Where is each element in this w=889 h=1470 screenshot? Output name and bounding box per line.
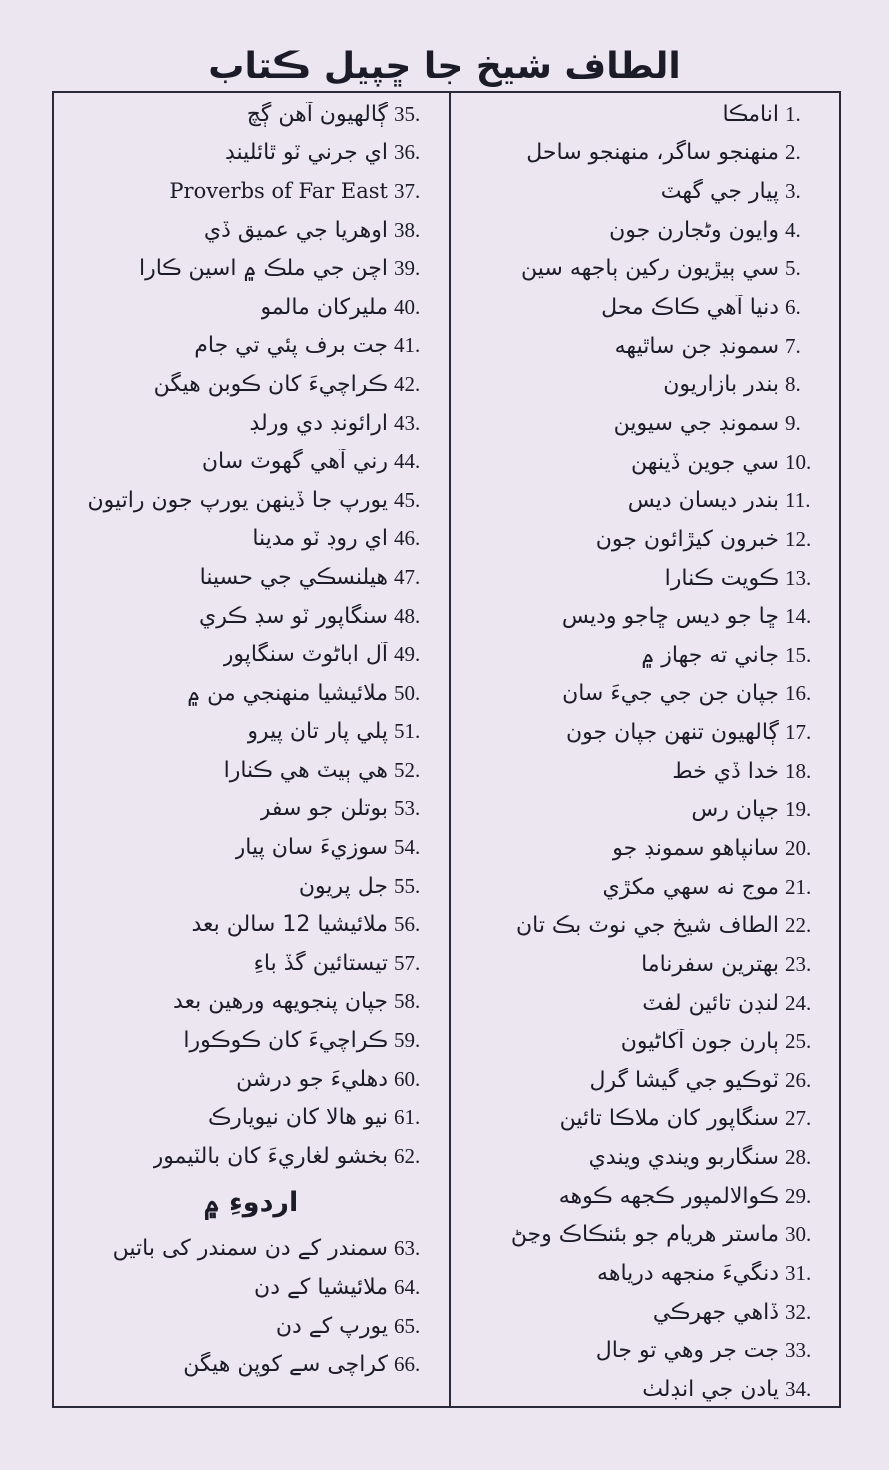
list-item [60,674,442,713]
item-number: 58. [394,989,421,1014]
item-number: 6. [785,295,801,320]
book-title: ڇا جو ديس ڇاجو وديس [561,604,779,630]
item-number: 64. [394,1275,421,1300]
book-title: هي ٻيٽ هي ڪنارا [223,757,388,783]
item-number: 30. [785,1222,812,1247]
book-title: تيستائين گڏ باءِ [253,950,388,976]
book-title: دهليءَ جو درشن [236,1066,388,1092]
book-title: سمونڊ جن ساٿيهه [614,333,779,359]
item-number: 17. [785,720,812,745]
book-title: دنگيءَ منجهه درياهه [597,1261,779,1287]
book-title: خدا ڏي خط [672,758,779,784]
list-item [60,249,442,288]
book-title: مليرکان مالمو [260,294,388,320]
book-title: پيار جي گهٽ [660,179,779,205]
list-item [60,1268,442,1307]
item-number: 32. [785,1299,812,1324]
book-title: ٻارن جون آکاڻيون [620,1029,779,1055]
list-item [458,1254,833,1293]
list-item [458,1100,833,1139]
list-item [458,597,833,636]
item-number: 60. [394,1066,421,1091]
list-item [458,559,833,598]
list-item [458,1061,833,1100]
item-number: 7. [785,333,801,358]
urdu-section-heading: اردوءِ ۾ [203,1187,299,1219]
book-title: پلي پار تان پيرو [247,719,388,745]
item-number: 10. [785,449,812,474]
page-title: الطاف شيخ جا ڇپيل ڪتاب [208,46,681,87]
book-title: سوزيءَ سان پيار [234,835,388,861]
item-number: 61. [394,1105,421,1130]
list-item [458,95,833,134]
list-item [60,713,442,752]
list-item [60,1345,442,1384]
item-number: 49. [394,642,421,667]
list-item [60,1098,442,1137]
item-number: 35. [394,101,421,126]
list-item [60,172,442,211]
item-number: 62. [394,1143,421,1168]
item-number: 63. [394,1236,421,1261]
item-number: 54. [394,835,421,860]
book-title: اي روڊ ٽو مدينا [252,526,388,552]
list-item [458,675,833,714]
item-number: 53. [394,796,421,821]
list-item [458,1177,833,1216]
list-item [458,1022,833,1061]
item-number: 2. [785,140,801,165]
book-title: سنگاپور کان ملاڪا تائين [559,1106,779,1132]
list-item [60,905,442,944]
list-item [60,944,442,983]
book-title: ڪراچيءَ کان ڪوڪورا [183,1028,388,1054]
item-number: 21. [785,874,812,899]
right-column [458,95,833,1409]
item-number: 42. [394,371,421,396]
list-item [458,1216,833,1255]
item-number: 4. [785,217,801,242]
book-title: ڏاهي جهرڪي [652,1299,779,1325]
list-item [60,1307,442,1346]
list-item [60,1021,442,1060]
item-number: 66. [394,1352,421,1377]
item-number: 40. [394,294,421,319]
item-number: 24. [785,990,812,1015]
list-item [60,520,442,559]
item-number: 28. [785,1145,812,1170]
item-number: 36. [394,140,421,165]
list-item [60,1060,442,1099]
book-title: يورپ جا ڏينهن يورپ جون راتيون [87,487,388,513]
item-number: 26. [785,1067,812,1092]
book-title: سي جوين ڏينهن [630,449,779,475]
list-item [458,1138,833,1177]
book-title: الطاف شيخ جي نوٽ بڪ تان [515,913,779,939]
list-item [458,1332,833,1371]
item-number: 11. [785,488,811,513]
list-item [60,1137,442,1176]
book-title: خبرون کيڙائون جون [595,526,779,552]
list-item [458,443,833,482]
item-number: 13. [785,565,812,590]
book-title: دنيا آهي ڪاڪ محل [601,295,779,321]
list-item [60,404,442,443]
book-title: اوهريا جي عميق ڏي [203,217,388,243]
book-title: بخشو لغاريءَ کان بالٽيمور [152,1143,388,1169]
list-item [60,828,442,867]
item-number: 22. [785,913,812,938]
list-item [458,713,833,752]
list-item [458,172,833,211]
item-number: 20. [785,835,812,860]
book-title: بندر بازاريون [663,372,779,398]
item-number: 56. [394,912,421,937]
book-title: ملائیشیا کے دن [254,1275,388,1301]
item-number: 37. [394,178,421,203]
book-title: ارائونڊ دي ورلڊ [249,410,388,436]
item-number: 41. [394,333,421,358]
list-item [458,250,833,289]
book-title: اچن جي ملڪ ۾ اسين ڪارا [139,256,388,282]
list-item [60,597,442,636]
book-title: جاني ته جهاز ۾ [641,642,779,668]
list-item [458,636,833,675]
item-number: 3. [785,179,801,204]
book-title: بهترين سفرناما [641,951,779,977]
book-title: ملائيشيا منهنجي من ۾ [187,680,388,706]
book-title: جپان رس [691,797,779,823]
item-number: 5. [785,256,801,281]
list-item [60,288,442,327]
item-number: 14. [785,604,812,629]
book-title: رني آهي گهوٽ سان [201,449,388,475]
book-title: ڪراچيءَ کان ڪوبن هيگن [153,371,388,397]
list-item [458,288,833,327]
item-number: 1. [785,101,801,126]
item-number: 43. [394,410,421,435]
item-number: 59. [394,1028,421,1053]
item-number: 47. [394,564,421,589]
book-title: جت برف پئي تي جام [194,333,388,359]
item-number: 9. [785,410,801,435]
list-item [60,558,442,597]
list-item [60,442,442,481]
list-item [60,983,442,1022]
list-item [60,751,442,790]
list-item [458,1293,833,1332]
list-item [60,327,442,366]
book-title: جپان پنجويهه ورهين بعد [173,989,388,1015]
item-number: 27. [785,1106,812,1131]
list-item [458,327,833,366]
book-title: ٽوڪيو جي گيشا گرل [589,1067,779,1093]
book-title: بوتلن جو سفر [259,796,388,822]
item-number: 15. [785,642,812,667]
item-number: 34. [785,1376,812,1401]
item-number: 25. [785,1029,812,1054]
list-item [458,365,833,404]
book-title: آل اباڻوٽ سنگاپور [222,642,388,668]
book-title: سنگاربو ويندي ويندي [588,1145,779,1171]
book-title: هيلنسڪي جي حسينا [199,564,388,590]
list-item [60,211,442,250]
item-number: 16. [785,681,812,706]
column-divider [449,91,451,1408]
book-title: موج نه سهي مکڙي [602,874,779,900]
list-item [458,791,833,830]
book-title: وايون وڻجارن جون [609,217,779,243]
book-title: سمونڊ جي سيوين [613,410,779,436]
book-title: ماستر هريام جو بئنڪاڪ وڃڻ [510,1222,779,1248]
book-title: کراچی سے کوپن ھیگن [183,1352,388,1378]
list-item [458,404,833,443]
book-title: ڳالهيون آهن ڳچ [246,101,388,127]
item-number: 38. [394,217,421,242]
list-item [60,635,442,674]
list-item [458,752,833,791]
book-title: Proverbs of Far East [169,179,388,204]
list-item [60,790,442,829]
item-number: 46. [394,526,421,551]
list-item [60,1230,442,1269]
item-number: 44. [394,449,421,474]
item-number: 29. [785,1183,812,1208]
book-title: اي جرني ٽو ٿائلينڊ [224,140,388,166]
book-title: سانپاهو سمونڊ جو [612,835,779,861]
list-item [458,984,833,1023]
item-number: 52. [394,757,421,782]
list-item [458,520,833,559]
book-title: يادن جي انڊلٺ [642,1376,779,1402]
item-number: 19. [785,797,812,822]
list-item [60,365,442,404]
book-title: جل پريون [298,873,388,899]
item-number: 12. [785,526,812,551]
item-number: 39. [394,256,421,281]
book-title: سمندر کے دن سمندر کی باتیں [112,1236,388,1262]
list-item [458,906,833,945]
book-title: لنڊن تائين لفٽ [642,990,779,1016]
list-item [458,945,833,984]
list-item [458,829,833,868]
book-title: منهنجو ساگر، منهنجو ساحل [526,140,779,166]
book-title: ڪوالالمپور ڪجهه ڪوهه [558,1183,779,1209]
item-number: 18. [785,758,812,783]
item-number: 45. [394,487,421,512]
list-item [458,1370,833,1409]
list-item [60,867,442,906]
book-title: سنگاپور ٽو سڊ ڪري [199,603,388,629]
book-title: ڳالهيون تنهن جپان جون [565,720,779,746]
book-title: سي ٻيڙيون رکين ٻاجهه سين [521,256,779,282]
list-item [60,481,442,520]
book-title: انامڪا [722,101,779,127]
item-number: 8. [785,372,801,397]
item-number: 51. [394,719,421,744]
list-item [60,134,442,173]
book-title: ڪويت ڪنارا [664,565,779,591]
left-column [60,95,442,1384]
item-number: 31. [785,1261,812,1286]
list-item [60,95,442,134]
item-number: 55. [394,873,421,898]
item-number: 48. [394,603,421,628]
list-item [458,134,833,173]
item-number: 23. [785,951,812,976]
item-number: 57. [394,950,421,975]
list-item [458,868,833,907]
list-item [458,481,833,520]
book-title: یورپ کے دن [275,1313,388,1339]
book-title: جپان جن جي جيءَ سان [562,681,779,707]
list-item [458,211,833,250]
book-title: جت جر وهي تو جال [595,1338,779,1364]
book-title: ملائيشيا 12 سالن بعد [191,912,388,938]
item-number: 33. [785,1338,812,1363]
item-number: 65. [394,1313,421,1338]
book-title: نيو هالا کان نيويارڪ [207,1105,388,1131]
item-number: 50. [394,680,421,705]
book-title: بندر ديسان ديس [627,488,779,514]
